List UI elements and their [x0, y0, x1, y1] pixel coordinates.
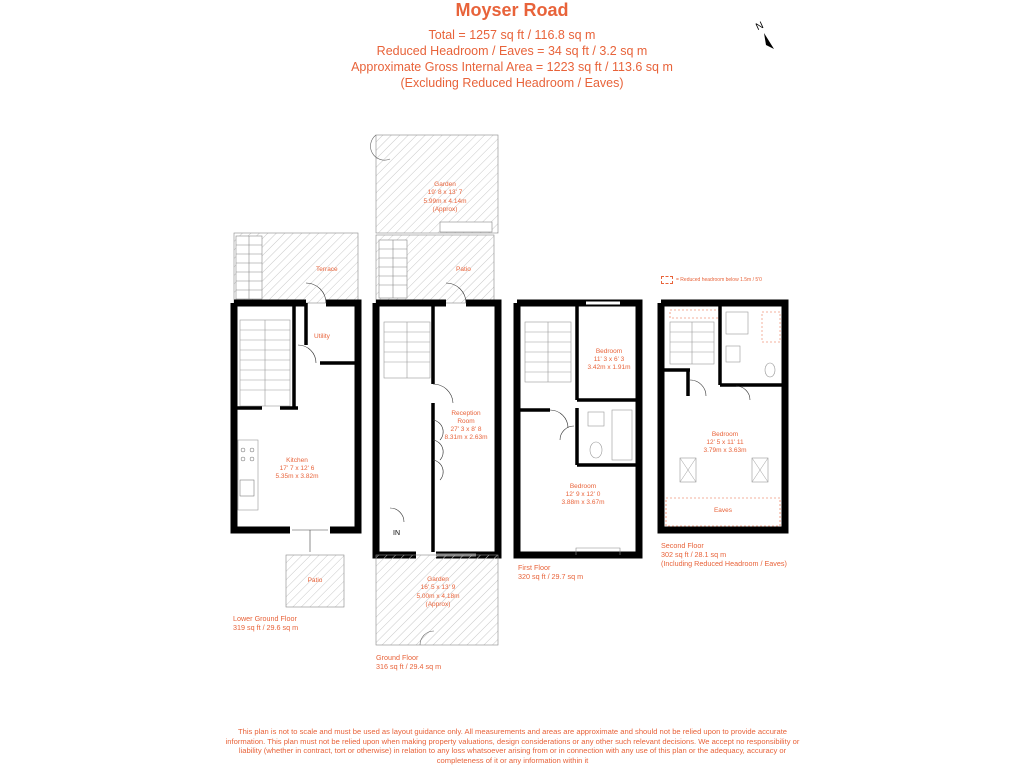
excluding-note-line: (Excluding Reduced Headroom / Eaves)	[400, 76, 624, 90]
terrace-label: Terrace	[316, 266, 338, 273]
patio-ground-label: Patio	[456, 266, 471, 273]
reception-name-label-2: Room	[457, 418, 475, 425]
garden-bottom-name-label: Garden	[427, 576, 449, 583]
first-floor-name: First Floor	[518, 563, 551, 572]
eaves-label: Eaves	[713, 507, 733, 514]
second-floor-name: Second Floor	[661, 541, 704, 550]
disclaimer-text: This plan is not to scale and must be used as layout guidance only. All measurements and areas are approximate and should not be relied upon to provide accurate information. This plan must not be relied upon when making property valuations, design considerations or any other such relevant decisions. We accept no responsibility or liability (whether in contract, tort or otherwise) in relation to any loss whatsoever arising from or in connection with any use of this plan or the adequacy, accuracy or completeness of it or any information within it	[225, 727, 800, 765]
lower-ground-floor-area: 319 sq ft / 29.6 sq m	[233, 623, 299, 632]
utility-label: Utility	[314, 333, 330, 340]
garden-top-approx-label: (Approx)	[432, 206, 458, 213]
bedroom-2-imperial-label: 12' 9 x 12' 0	[565, 491, 601, 498]
page-title: Moyser Road	[455, 0, 569, 20]
reduced-headroom-legend-swatch	[661, 276, 673, 284]
garden-bottom-metric-label: 5.00m x 4.18m	[416, 593, 460, 600]
reception-metric-label: 8.31m x 2.63m	[444, 434, 488, 441]
bedroom-3-name-label: Bedroom	[711, 431, 739, 438]
patio-lower-label: Patio	[307, 577, 323, 584]
bedroom-2-metric-label: 3.88m x 3.67m	[561, 499, 605, 506]
north-label: N	[754, 20, 766, 34]
lower-ground-floor-name: Lower Ground Floor	[233, 614, 297, 623]
lower-ground-floor-plan	[234, 233, 358, 607]
garden-top-name-label: Garden	[434, 181, 456, 188]
reduced-headroom-line: Reduced Headroom / Eaves = 34 sq ft / 3.2 sq m	[376, 44, 648, 58]
second-floor-plan	[661, 303, 785, 530]
reduced-headroom-legend-text: = Reduced headroom below 1.5m / 5'0	[676, 277, 762, 283]
bedroom-1-name-label: Bedroom	[595, 348, 623, 355]
ground-floor-area: 316 sq ft / 29.4 sq m	[376, 662, 442, 671]
garden-top-metric-label: 5.99m x 4.14m	[423, 198, 467, 205]
garden-top-imperial-label: 19' 8 x 13' 7	[427, 189, 463, 196]
second-floor-note: (Including Reduced Headroom / Eaves)	[661, 559, 787, 568]
ground-floor-name: Ground Floor	[376, 653, 419, 662]
kitchen-name-label: Kitchen	[286, 457, 308, 464]
bedroom-1-imperial-label: 11' 3 x 6' 3	[593, 356, 625, 363]
first-floor-plan	[517, 303, 639, 555]
kitchen-imperial-label: 17' 7 x 12' 6	[279, 465, 315, 472]
reception-imperial-label: 27' 3 x 8' 8	[450, 426, 482, 433]
first-floor-area: 320 sq ft / 29.7 sq m	[518, 572, 584, 581]
entrance-label: IN	[393, 530, 400, 537]
bedroom-3-imperial-label: 12' 5 x 11' 11	[706, 439, 744, 446]
gross-internal-area-line: Approximate Gross Internal Area = 1223 sq ft / 113.6 sq m	[351, 60, 673, 74]
second-floor-area: 302 sq ft / 28.1 sq m	[661, 550, 727, 559]
garden-bottom-imperial-label: 16' 5 x 13' 9	[420, 584, 456, 591]
kitchen-metric-label: 5.35m x 3.82m	[275, 473, 319, 480]
bedroom-1-metric-label: 3.42m x 1.91m	[587, 364, 631, 371]
garden-bottom-approx-label: (Approx)	[425, 601, 451, 608]
bedroom-2-name-label: Bedroom	[569, 483, 597, 490]
total-area-line: Total = 1257 sq ft / 116.8 sq m	[428, 28, 596, 42]
bedroom-3-metric-label: 3.79m x 3.63m	[703, 447, 747, 454]
reception-name-label-1: Reception	[451, 410, 481, 417]
